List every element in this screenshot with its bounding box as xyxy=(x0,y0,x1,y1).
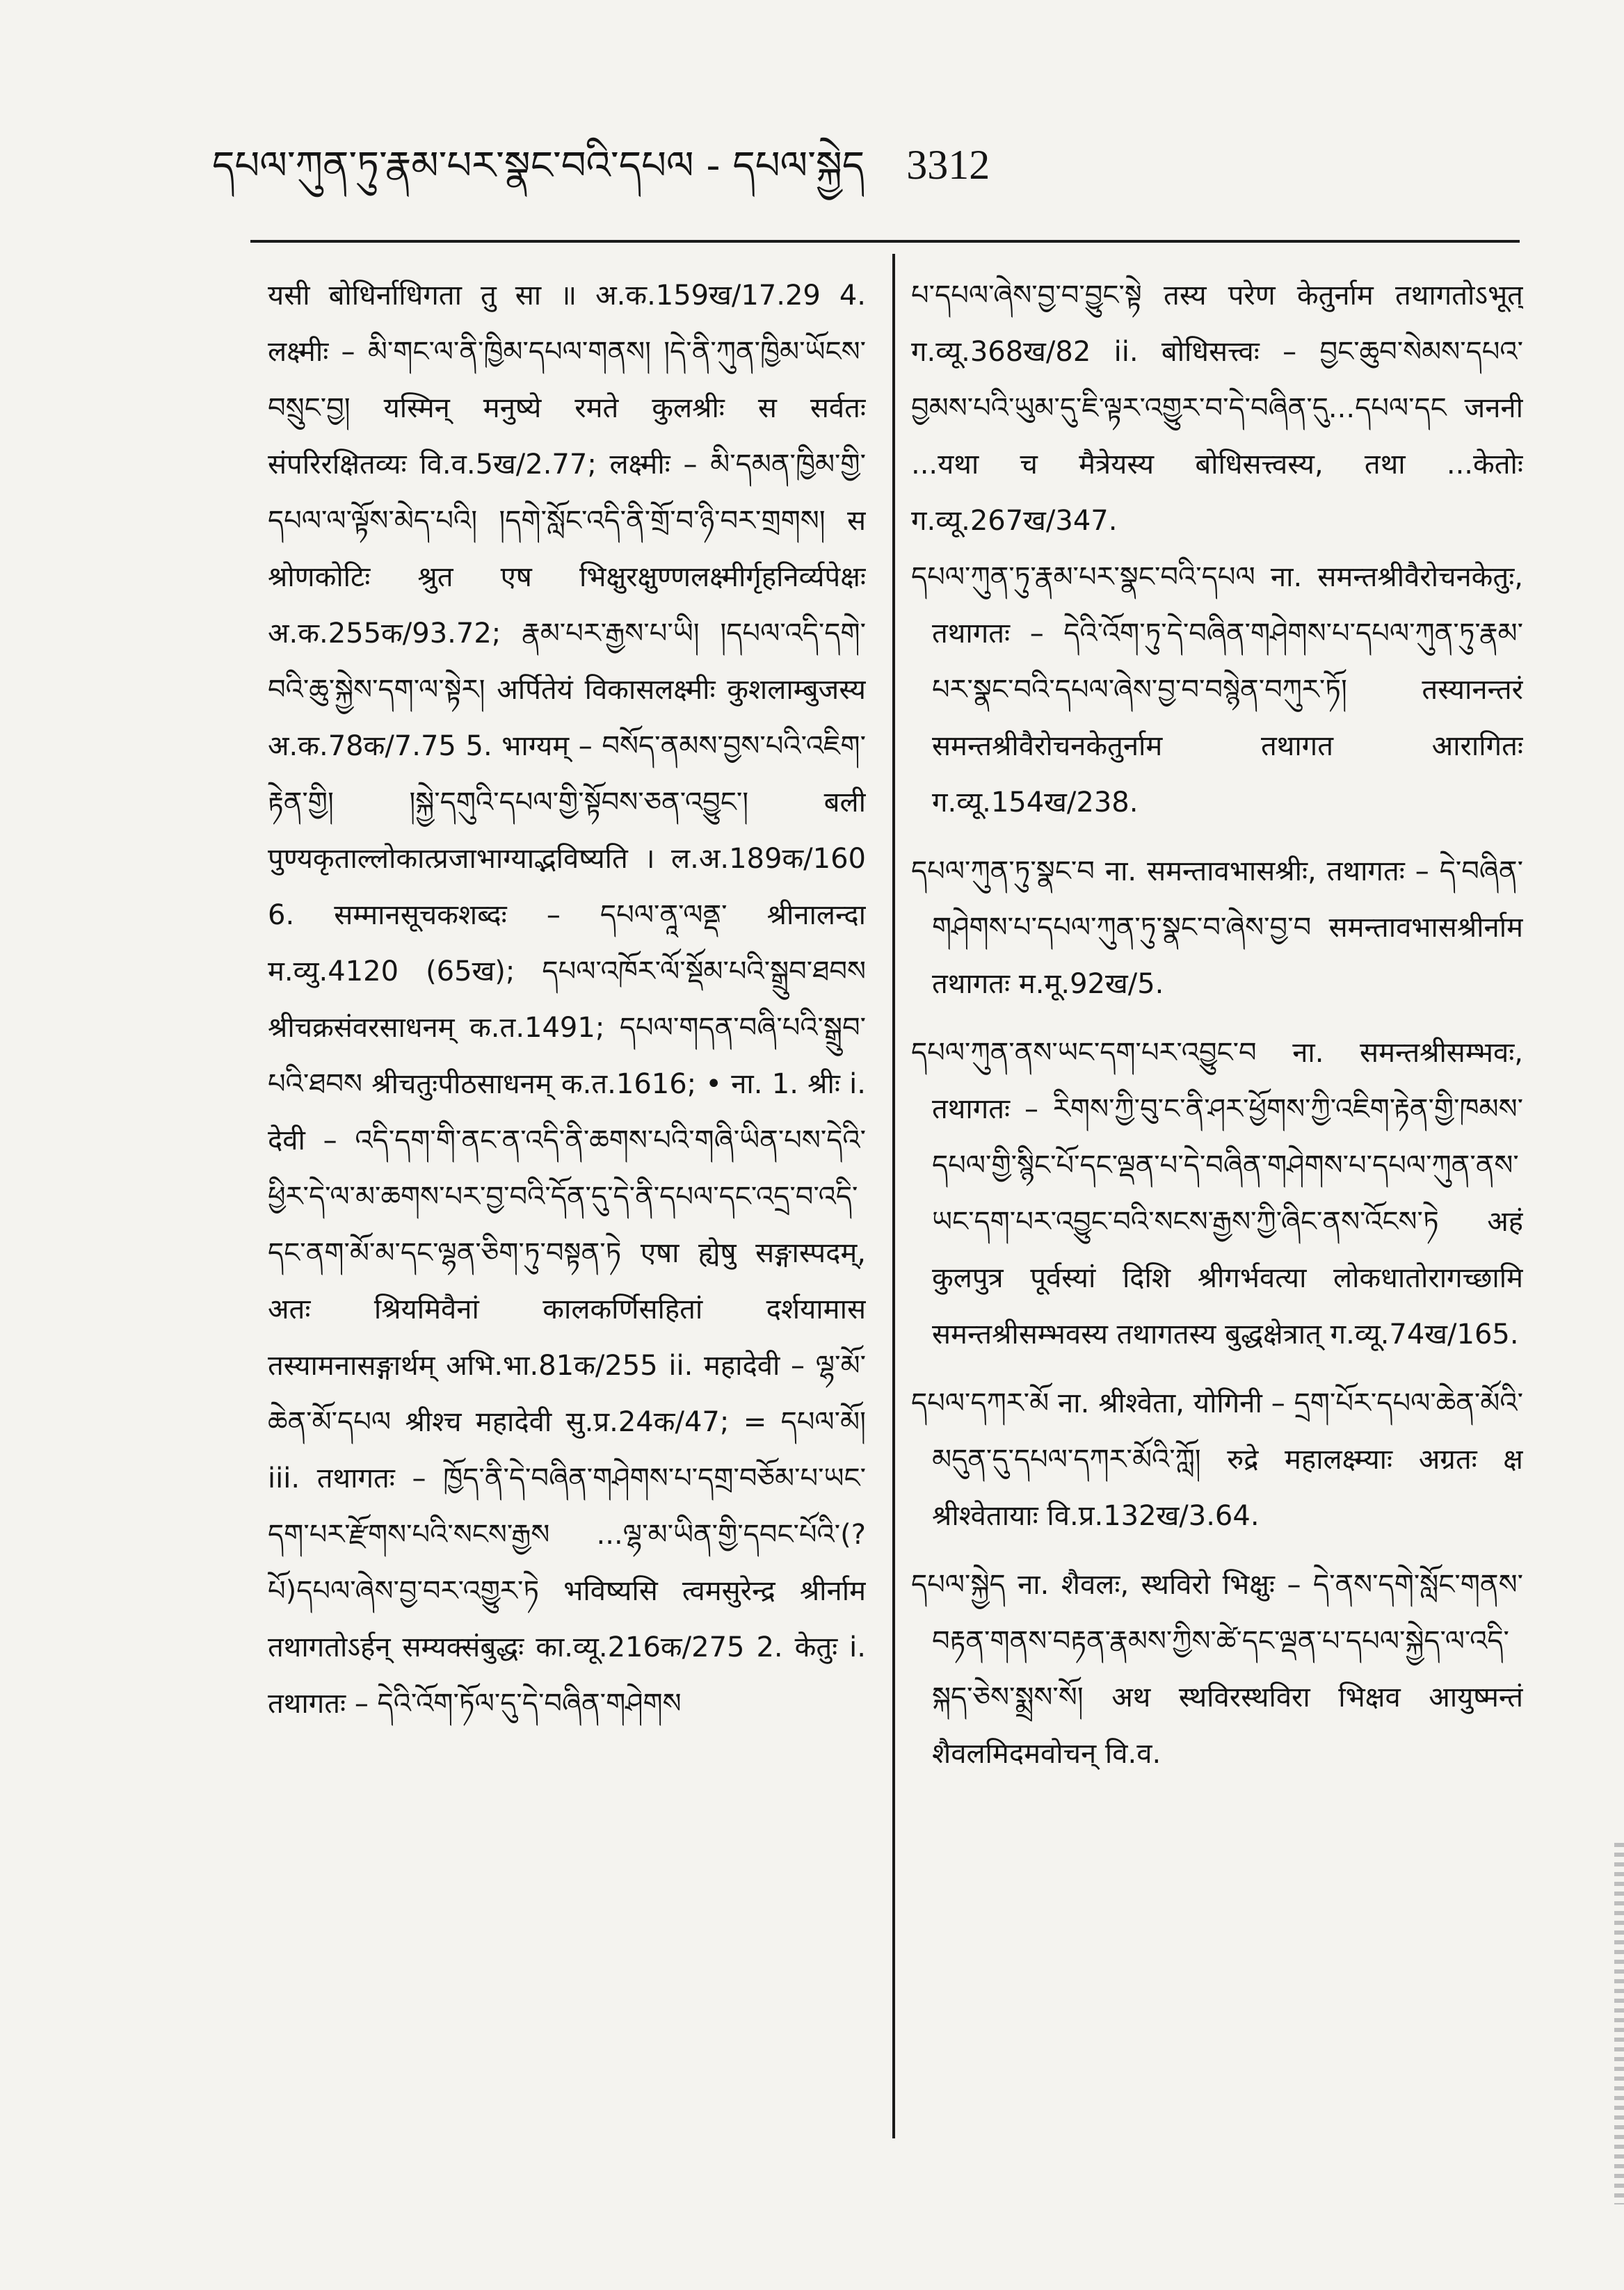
left-column-text: यसी बोधिर्नाधिगता तु सा ॥ अ.क.159ख/17.29 4. लक्ष्मीः – མི་གང་ལ་ནི་ཁྱིམ་དཔལ་གནས། །དེ་ནི་ཀུན་ཁྱིམ་ཡོངས་བསྲུང་བྱ། यस्मिन् मनुष्ये रमते कुलश्रीः स सर्वतः संपरिरक्षितव्यः वि.व.5ख/2.77; लक्ष्मीः – མི་དམན་ཁྱིམ་གྱི་དཔལ་ལ་ལྟོས་མེད་པའི། །དགེ་སློང་འདི་ནི་གྲོ་བ་ཉི་བར་གྲགས། स श्रोणकोटिः श्रुत एष भिक्षुरक्षुण्णलक्ष्मीर्गृहनिर्व्यपेक्षः अ.क.255क/93.72; རྣམ་པར་རྒྱས་པ་ཡི། །དཔལ་འདི་དགེ་བའི་ཆུ་སྐྱེས་དག་ལ་སྟེར། अर्पितेयं विकासलक्ष्मीः कुशलाम्बुजस्य अ.क.78क/7.75 5. भाग्यम् – བསོད་ནམས་བྱས་པའི་འཇིག་རྟེན་གྱི། །སྐྱེ་དགུའི་དཔལ་གྱི་སྟོབས་ཅན་འབྱུང་། बली पुण्यकृताल्लोकात्प्रजाभाग्याद्भविष्यति । ल.अ.189क/160 6. सम्मानसूचकशब्दः – དཔལ་ནཱ་ལནྡ་ श्रीनालन्दा म.व्यु.4120 (65ख); དཔལ་འཁོར་ལོ་སྡོམ་པའི་སྒྲུབ་ཐབས श्रीचक्रसंवरसाधनम् क.त.1491; དཔལ་གདན་བཞི་པའི་སྒྲུབ་པའི་ཐབས श्रीचतुःपीठसाधनम् क.त.1616; • ना. 1. श्रीः i. देवी – འདི་དག་གི་ནང་ན་འདི་ནི་ཆགས་པའི་གཞི་ཡིན་པས་དེའི་ཕྱིར་དེ་ལ་མ་ཆགས་པར་བྱ་བའི་དོན་དུ་དེ་ནི་དཔལ་དང་འདྲ་བ་འདི་དང་ནག་མོ་མ་དང་ལྷན་ཅིག་ཏུ་བསྟན་ཏེ एषा ह्येषु सङ्गास्पदम्, अतः श्रियमिवैनां कालकर्णिसहितां दर्शयामास तस्यामनासङ्गार्थम् अभि.भा.81क/255 ii. महादेवी – ལྷ་མོ་ཆེན་མོ་དཔལ श्रीश्च महादेवी सु.प्र.24क/47; = དཔལ་མོ། iii. तथागतः – ཁྱོད་ནི་དེ་བཞིན་གཤེགས་པ་དགྲ་བཅོམ་པ་ཡང་དག་པར་རྫོགས་པའི་སངས་རྒྱས ...ལྷ་མ་ཡིན་གྱི་དབང་པོའི་(?པོ)དཔལ་ཞེས་བྱ་བར་འགྱུར་ཏེ भविष्यसि त्वमसुरेन्द्र श्रीर्नाम तथागतोऽर्हन् सम्यक्संबुद्धः का.व्यू.216क/275 2. केतुः i. तथागतः – དེའི་འོག་ཏོལ་དུ་དེ་བཞིན་གཤེགས xyxy=(268,280,866,1720)
page-header xyxy=(212,122,990,232)
right-column xyxy=(911,268,1523,2159)
dictionary-entry: དཔལ་དཀར་མོ ना. श्रीश्वेता, योगिनी – དྲག་པོར་དཔལ་ཆེན་མོའི་མདུན་དུ་དཔལ་དཀར་མོའི་ཀློ། रुद्रे महालक्ष्म्याः अग्रतः क्ष श्रीश्वेतायाः वि.प्र.132ख/3.64. xyxy=(911,1387,1523,1532)
dictionary-entry: དཔལ་ཀུན་ཏུ་རྣམ་པར་སྣང་བའི་དཔལ ना. समन्तश्रीवैरोचनकेतुः, तथागतः – དེའི་འོག་ཏུ་དེ་བཞིན་གཤེགས་པ་དཔལ་ཀུན་ཏུ་རྣམ་པར་སྣང་བའི་དཔལ་ཞེས་བྱ་བ་བསྙེན་བཀུར་ཏོ། तस्यानन्तरं समन्तश्रीवैरोचनकेतुर्नाम तथागत आरागितः ग.व्यू.154ख/238. xyxy=(911,561,1523,819)
dictionary-entry: དཔལ་ཀུན་ཏུ་སྣང་བ ना. समन्तावभासश्रीः, तथागतः – དེ་བཞིན་གཤེགས་པ་དཔལ་ཀུན་ཏུ་སྣང་བ་ཞེས་བྱ་བ समन्तावभासश्रीर्नाम तथागतः म.मू.92ख/5. xyxy=(911,855,1523,1000)
left-column xyxy=(268,268,866,2159)
dictionary-entry: དཔལ་སྐྱེད ना. शैवलः, स्थविरो भिक्षुः – དེ་ནས་དགེ་སློང་གནས་བརྟན་གནས་བརྟན་རྣམས་ཀྱིས་ཚེ་དང་ལྡན་པ་དཔལ་སྐྱེད་ལ་འདི་སྐད་ཅེས་སྨྲས་སོ། अथ स्थविरस्थविरा भिक्षव आयुष्मन्तं शैवलमिदमवोचन् वि.व. xyxy=(911,1569,1523,1770)
entry-continuation: པ་དཔལ་ཞེས་བྱ་བ་བྱུང་སྟེ तस्य परेण केतुर्नाम तथागतोऽभूत् ग.व्यू.368ख/82 ii. बोधिसत्त्वः – བྱང་ཆུབ་སེམས་དཔའ་བྱམས་པའི་ཡུམ་དུ་ཇི་ལྟར་འགྱུར་བ་དེ་བཞིན་དུ...དཔལ་དང जननी ...यथा च मैत्रेयस्य बोधिसत्त्वस्य, तथा ...केतोः ग.व्यू.267ख/347. xyxy=(911,280,1523,537)
column-divider xyxy=(892,254,895,2138)
headword-range: དཔལ་ཀུན་ཏུ་རྣམ་པར་སྣང་བའི་དཔལ - དཔལ་སྐྱེད xyxy=(212,143,865,188)
dictionary-entry: དཔལ་ཀུན་ནས་ཡང་དག་པར་འབྱུང་བ ना. समन्तश्रीसम्भवः, तथागतः – རིགས་ཀྱི་བུ་ང་ནི་ཤར་ཕྱོགས་ཀྱི་འཇིག་རྟེན་གྱི་ཁམས་དཔལ་གྱི་སྙིང་པོ་དང་ལྡན་པ་དེ་བཞིན་གཤེགས་པ་དཔལ་ཀུན་ནས་ཡང་དག་པར་འབྱུང་བའི་སངས་རྒྱས་ཀྱི་ཞིང་ནས་འོངས་ཏེ अहं कुलपुत्र पूर्वस्यां दिशि श्रीगर्भवत्या लोकधातोरागच्छामि समन्तश्रीसम्भवस्य तथागतस्य बुद्धक्षेत्रात् ग.व्यू.74ख/165. xyxy=(911,1037,1523,1350)
header-rule xyxy=(250,240,1520,243)
scan-edge-mark xyxy=(1614,1843,1624,2204)
page-number: 3312 xyxy=(906,142,990,188)
